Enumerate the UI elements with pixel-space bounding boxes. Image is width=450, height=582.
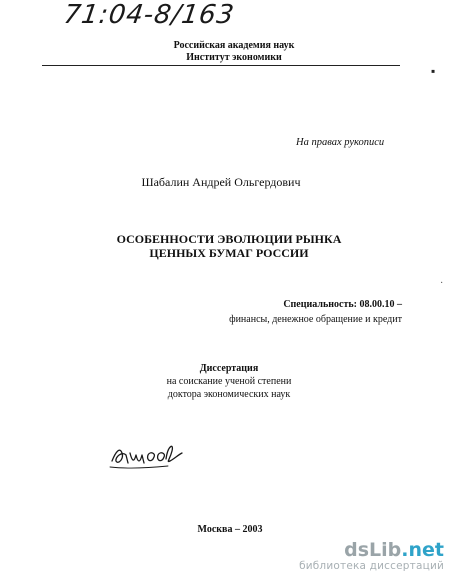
speciality-field: финансы, денежное обращение и кредит bbox=[229, 314, 402, 325]
watermark-logo-suffix: .net bbox=[401, 539, 444, 561]
title-line-1: ОСОБЕННОСТИ ЭВОЛЮЦИИ РЫНКА bbox=[116, 232, 342, 246]
degree-name: доктора экономических наук bbox=[167, 389, 291, 400]
author-name bbox=[0, 175, 450, 190]
degree-block bbox=[0, 362, 450, 401]
site-watermark bbox=[299, 540, 444, 572]
handwritten-signature bbox=[108, 437, 208, 477]
dissertation-title bbox=[0, 232, 450, 260]
city-year-text: Москва – 2003 bbox=[197, 524, 263, 535]
rights-notice: На правах рукописи bbox=[296, 137, 385, 148]
city-year bbox=[0, 524, 450, 535]
watermark-logo bbox=[299, 540, 444, 560]
speciality-block bbox=[229, 297, 402, 327]
title-line-2: ЦЕННЫХ БУМАГ РОССИИ bbox=[149, 246, 309, 260]
header-divider bbox=[42, 65, 400, 66]
speciality-code: Специальность: 08.00.10 – bbox=[283, 299, 402, 310]
watermark-logo-main: dsLib bbox=[344, 539, 402, 561]
handwritten-catalog-number: 71:04-8/163 bbox=[61, 0, 237, 30]
degree-purpose: на соискание ученой степени bbox=[166, 376, 292, 387]
institution-academy: Российская академия наук bbox=[173, 40, 295, 51]
degree-type: Диссертация bbox=[199, 363, 259, 374]
scan-mark-2: · bbox=[440, 278, 444, 289]
institution-block bbox=[0, 40, 450, 64]
author-name-text: Шабалин Андрей Ольгердович bbox=[141, 175, 301, 189]
institution-institute: Институт экономики bbox=[186, 52, 282, 63]
watermark-tagline: библиотека диссертаций bbox=[299, 560, 444, 572]
scan-mark: ▪ bbox=[431, 64, 436, 78]
